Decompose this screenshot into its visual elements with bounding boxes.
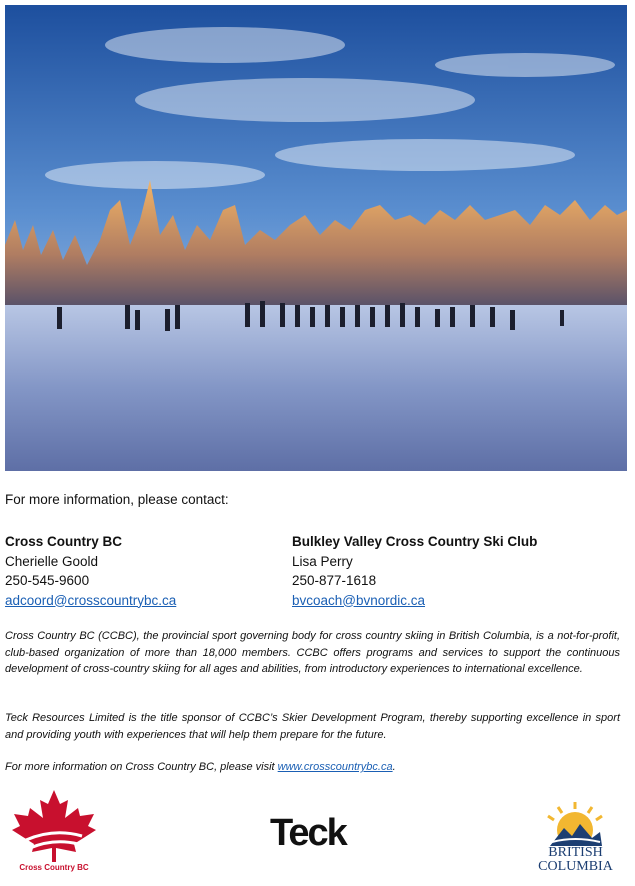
british-columbia-logo [528,800,623,880]
maple-leaf-icon [8,788,100,864]
contact-org: Bulkley Valley Cross Country Ski Club [292,534,538,549]
teck-sponsor-text: Teck Resources Limited is the title sponsor of CCBC’s Skier Development Program, thereby supporting excellence in sport and providing youth with experiences that will help them prepare for the future. [5,712,620,741]
hero-photo [5,5,627,471]
contact-person: Cherielle Goold [5,553,99,569]
ccbc-description: Cross Country BC (CCBC), the provincial sport governing body for cross country skiing in British Columbia, is a not-for-profit, club-based organization of more than 18,000 members. CCBC offers programs and services to support the continuous development of cross-country skiing for all ages and abilities, from introductory experiences to international excellence. [5,630,620,675]
bc-sun-mountain-icon [528,800,623,846]
ski-field-photo [5,5,627,471]
website-link[interactable]: www.crosscountrybc.ca [277,761,393,773]
ccbc-logo [8,788,100,876]
contact-phone: 250-877-1618 [292,573,377,588]
bc-logo-line1: BRITISH [548,845,603,860]
contact-email-link[interactable]: adcoord@crosscountrybc.ca [5,592,177,608]
bc-logo-wordmark [528,846,623,874]
ccbc-logo-caption: Cross Country BC [19,863,89,872]
contact-card-bvnordic [292,532,537,610]
visit-website-text [5,759,620,776]
visit-prefix: For more information on Cross Country BC, please visit [5,761,278,773]
contact-phone: 250-545-9600 [5,573,90,588]
bc-logo-line2: COLUMBIA [538,859,613,874]
contact-person: Lisa Perry [292,553,353,569]
contact-card-ccbc [5,532,176,610]
contact-intro: For more information, please contact: [5,492,229,507]
contact-org: Cross Country BC [5,534,123,549]
teck-logo: Teck [270,812,346,854]
visit-suffix: . [392,761,396,773]
contact-email-link[interactable]: bvcoach@bvnordic.ca [292,592,426,608]
